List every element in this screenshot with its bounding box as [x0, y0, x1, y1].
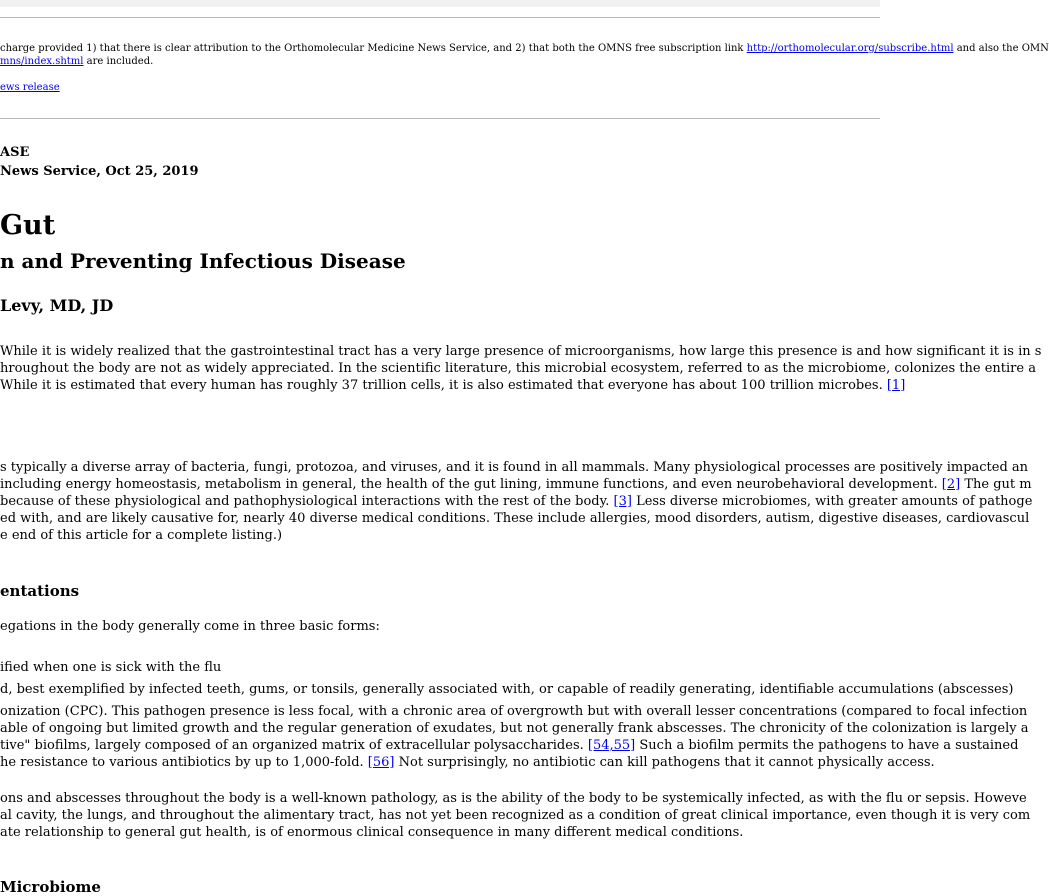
ref-1-link[interactable]: [1] — [886, 378, 906, 393]
release-dateline: News Service, Oct 25, 2019 — [0, 164, 199, 179]
ref-3-link[interactable]: [3] — [613, 494, 632, 509]
article-title: Gut — [0, 210, 56, 241]
presentations-heading: entations — [0, 582, 80, 600]
microbiome-line-2-text: including energy homeostasis, metabolism in general, the health of the gut lining, immune functions, and even neurobehavioral development. — [0, 477, 942, 492]
microbiome-heading: Microbiome — [0, 878, 101, 896]
intro-line-3 — [0, 378, 905, 393]
news-release-link-row — [0, 82, 60, 93]
presentation-item-3-line-1: onization (CPC). This pathogen presence is less focal, with a chronic area of overgrowth but with overall lesser concentrations (compared to focal infection — [0, 704, 1028, 719]
item-3-line-4-text: he resistance to various antibiotics by up to 1,000-fold. — [0, 755, 368, 770]
item-3-line-4-tail: Not surprisingly, no antibiotic can kill pathogens that it cannot physically access. — [394, 755, 935, 770]
microbiome-line-2-tail: The gut m — [960, 477, 1032, 492]
closing-line-2: al cavity, the lungs, and throughout the alimentary tract, has not yet been recognized as a condition of great clinical importance, even though it is very com — [0, 808, 1031, 823]
microbiome-line-3-tail: Less diverse microbiomes, with greater amounts of pathoge — [631, 494, 1033, 509]
intro-line-2: hroughout the body are not as widely appreciated. In the scientific literature, this microbial ecosystem, referred to as the microbiome, colonizes the entire a — [0, 361, 1036, 376]
presentation-item-3-line-2: able of ongoing but limited growth and the regular generation of exudates, but not generally frank abscesses. The chronicity of the colonization is largely a — [0, 721, 1029, 736]
presentation-item-3-line-4 — [0, 755, 935, 770]
ref-2-link[interactable]: [2] — [941, 477, 961, 492]
microbiome-line-2 — [0, 477, 1032, 492]
notice-text: charge provided 1) that there is clear attribution to the Orthomolecular Medicine News Service, and 2) that both the OMNS free subscription link — [0, 43, 747, 54]
article-author: Levy, MD, JD — [0, 296, 114, 315]
microbiome-line-4: ed with, and are likely causative for, nearly 40 diverse medical conditions. These include allergies, mood disorders, autism, digestive diseases, cardiovascul — [0, 511, 1030, 526]
closing-line-1: ons and abscesses throughout the body is a well-known pathology, as is the ability of the body to be systemically infected, as with the flu or sepsis. Howeve — [0, 791, 1027, 806]
presentation-item-1: ified when one is sick with the flu — [0, 660, 222, 675]
release-label: ASE — [0, 145, 30, 160]
notice-tail: and also the OMN — [953, 43, 1049, 54]
intro-line-1: While it is widely realized that the gastrointestinal tract has a very large presence of microorganisms, how large this presence is and how significant it is in s — [0, 344, 1042, 359]
reprint-notice-line-1 — [0, 43, 1049, 54]
item-3-line-3-tail: Such a biofilm permits the pathogens to have a sustained — [635, 738, 1019, 753]
presentation-item-3-line-3 — [0, 738, 1018, 753]
section-divider — [0, 118, 880, 119]
notice-tail-2: are included. — [83, 56, 154, 67]
top-toolbar-strip — [0, 0, 880, 7]
ref-56-link[interactable]: [56] — [367, 755, 395, 770]
subscribe-link[interactable]: http://orthomolecular.org/subscribe.html — [746, 43, 954, 54]
microbiome-line-3 — [0, 494, 1032, 509]
microbiome-line-1: s typically a diverse array of bacteria, fungi, protozoa, and viruses, and it is found in all mammals. Many physiological processes are positively impacted an — [0, 460, 1029, 475]
news-release-link[interactable]: ews release — [0, 82, 60, 93]
omns-index-link[interactable]: mns/index.shtml — [0, 56, 84, 67]
microbiome-line-5: e end of this article for a complete listing.) — [0, 528, 283, 543]
reprint-notice-line-2 — [0, 56, 153, 67]
item-3-line-3-text: tive" biofilms, largely composed of an organized matrix of extracellular polysaccharides. — [0, 738, 588, 753]
closing-line-3: ate relationship to general gut health, is of enormous clinical consequence in many different medical conditions. — [0, 825, 744, 840]
ref-54-55-link[interactable]: [54,55] — [587, 738, 636, 753]
microbiome-line-3-text: because of these physiological and pathophysiological interactions with the rest of the body. — [0, 494, 614, 509]
top-divider — [0, 17, 880, 18]
intro-line-3-text: While it is estimated that every human has roughly 37 trillion cells, it is also estimated that everyone has about 100 trillion microbes. — [0, 378, 887, 393]
presentations-intro: egations in the body generally come in three basic forms: — [0, 619, 380, 634]
presentation-item-2: d, best exemplified by infected teeth, gums, or tonsils, generally associated with, or capable of readily generating, identifiable accumulations (abscesses) — [0, 682, 1014, 697]
article-subtitle: n and Preventing Infectious Disease — [0, 249, 406, 273]
